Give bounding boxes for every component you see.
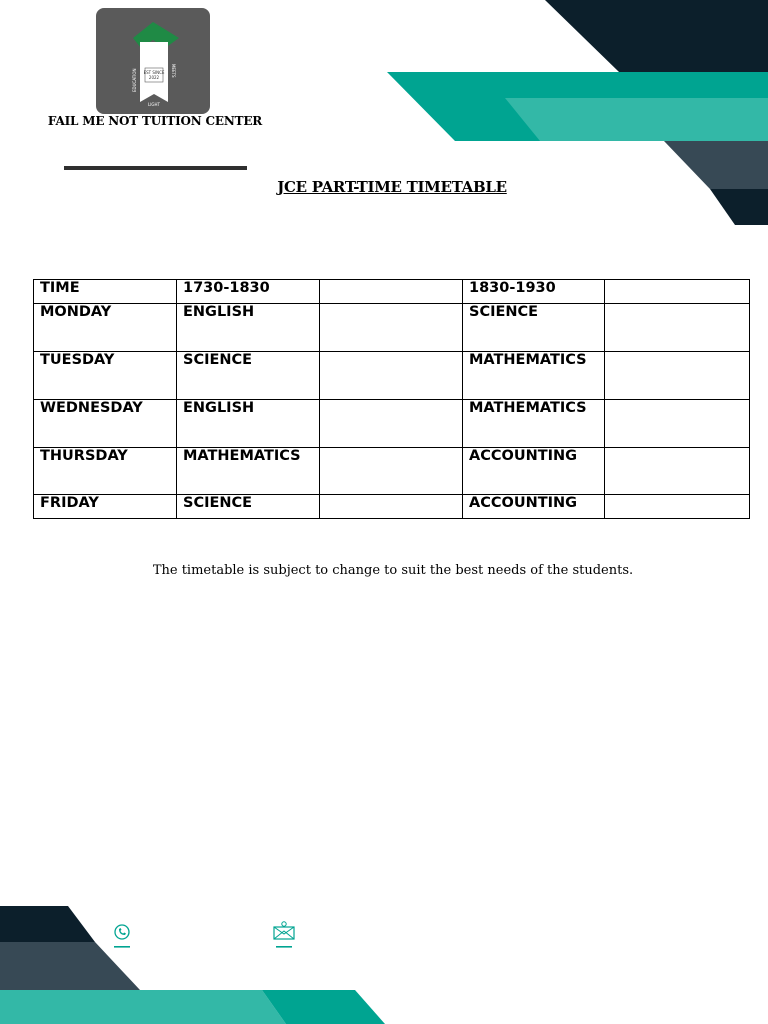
logo-education: EDUCATION: [132, 68, 137, 92]
bottom-teal-light-band: [0, 990, 286, 1024]
subject-cell: ENGLISH: [177, 400, 320, 448]
day-cell: THURSDAY: [34, 448, 177, 495]
subject-cell: [320, 400, 463, 448]
subject-cell: ACCOUNTING: [463, 495, 605, 519]
subject-cell: ENGLISH: [177, 304, 320, 352]
header-rule: [64, 166, 247, 170]
center-logo: [96, 8, 210, 114]
top-navy-band: [545, 0, 768, 72]
day-cell: MONDAY: [34, 304, 177, 352]
day-cell: WEDNESDAY: [34, 400, 177, 448]
subject-cell: [320, 352, 463, 400]
timetable-row: [34, 352, 750, 400]
timetable-header-cell: [320, 280, 463, 304]
subject-cell: [605, 400, 750, 448]
document-title: JCE PART-TIME TIMETABLE: [277, 178, 507, 196]
timetable-row: [34, 448, 750, 495]
timetable-row: [34, 304, 750, 352]
subject-cell: SCIENCE: [177, 352, 320, 400]
top-teal-light-band: [505, 98, 768, 141]
subject-cell: ACCOUNTING: [463, 448, 605, 495]
timetable: [33, 279, 750, 519]
subject-cell: MATHEMATICS: [463, 400, 605, 448]
subject-cell: SCIENCE: [177, 495, 320, 519]
envelope-icon: [272, 919, 296, 949]
bottom-navy-band: [0, 906, 95, 942]
subject-cell: [320, 495, 463, 519]
subject-cell: [605, 352, 750, 400]
timetable-header-cell: TIME: [34, 280, 177, 304]
logo-year: 2022: [148, 75, 160, 80]
phone-icon: [110, 921, 134, 951]
subject-cell: [605, 448, 750, 495]
timetable-header-cell: 1730-1830: [177, 280, 320, 304]
subject-cell: [320, 448, 463, 495]
timetable-note: The timetable is subject to change to suit the best needs of the students.: [152, 563, 634, 578]
center-name: FAIL ME NOT TUITION CENTER: [47, 114, 263, 128]
timetable-row: [34, 400, 750, 448]
day-cell: FRIDAY: [34, 495, 177, 519]
subject-cell: SCIENCE: [463, 304, 605, 352]
timetable-row: [34, 495, 750, 519]
subject-cell: [605, 304, 750, 352]
subject-cell: [320, 304, 463, 352]
logo-est-label: EST SINCE: [143, 70, 165, 75]
subject-cell: MATHEMATICS: [177, 448, 320, 495]
day-cell: TUESDAY: [34, 352, 177, 400]
logo-meets: MEETS: [171, 64, 176, 78]
logo-light: LIGHT: [148, 102, 160, 107]
subject-cell: [605, 495, 750, 519]
timetable-header-row: [34, 280, 750, 304]
subject-cell: MATHEMATICS: [463, 352, 605, 400]
timetable-header-cell: [605, 280, 750, 304]
timetable-header-cell: 1830-1930: [463, 280, 605, 304]
